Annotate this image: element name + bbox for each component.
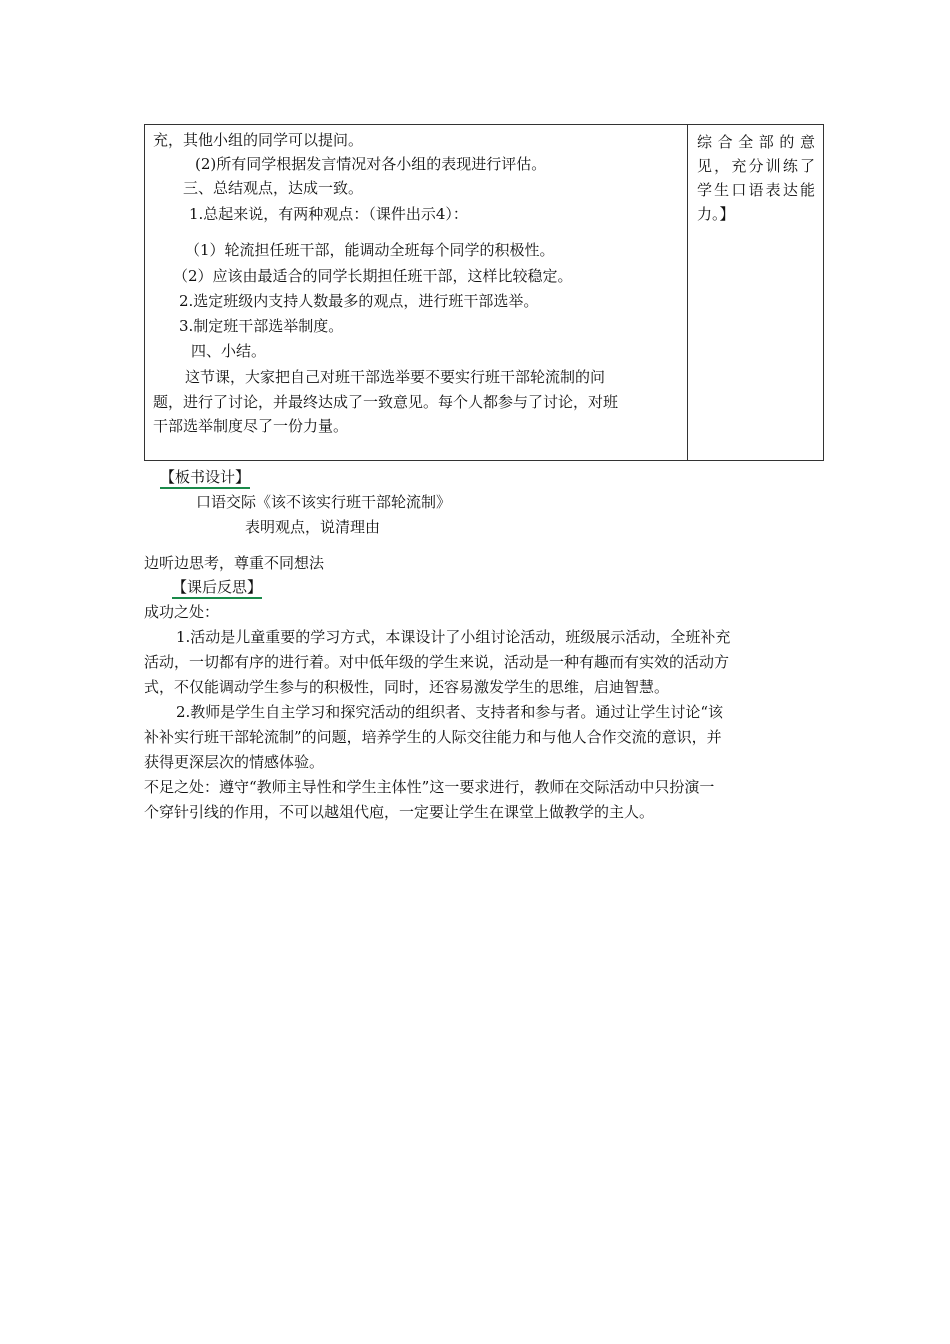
- reflection-line: 式，不仅能调动学生参与的积极性，同时，还容易激发学生的思维，启迪智慧。: [144, 678, 670, 696]
- table-line: 2.选定班级内支持人数最多的观点，进行班干部选举。: [179, 292, 539, 310]
- reflection-heading-text: 【课后反思】: [172, 578, 263, 596]
- reflection-line: 个穿针引线的作用，不可以越俎代庖，一定要让学生在课堂上做教学的主人。: [144, 803, 655, 821]
- board-title: 口语交际《该不该实行班干部轮流制》: [196, 493, 452, 511]
- board-design-heading-text: 【板书设计】: [160, 468, 251, 486]
- comment-line: 综合全部的意: [697, 133, 815, 151]
- heading-underline: [160, 487, 250, 489]
- table-line: (2)所有同学根据发言情况对各小组的表现进行评估。: [195, 155, 547, 173]
- reflection-line: 2.教师是学生自主学习和探究活动的组织者、支持者和参与者。通过让学生讨论“该: [176, 703, 723, 721]
- table-line: 四、小结。: [191, 342, 267, 360]
- comment-line: 见，充分训练了: [697, 157, 815, 175]
- table-line: 三、总结观点，达成一致。: [183, 179, 364, 197]
- table-line: 1.总起来说，有两种观点：（课件出示4）：: [189, 205, 468, 223]
- table-line: 充，其他小组的同学可以提问。: [153, 131, 364, 149]
- lesson-table: [144, 124, 824, 461]
- table-line: （1）轮流担任班干部，能调动全班每个同学的积极性。: [185, 241, 555, 259]
- heading-underline: [172, 597, 262, 599]
- column-divider: [687, 125, 688, 460]
- comment-line: 力。】: [697, 205, 735, 223]
- table-line: 题，进行了讨论，并最终达成了一致意见。每个人都参与了讨论，对班: [153, 393, 619, 411]
- table-line: （2）应该由最适合的同学长期担任班干部，这样比较稳定。: [173, 267, 573, 285]
- table-line: 3.制定班干部选举制度。: [179, 317, 344, 335]
- table-line: 这节课，大家把自己对班干部选举要不要实行班干部轮流制的问: [185, 368, 606, 386]
- reflection-line: 1.活动是儿童重要的学习方式，本课设计了小组讨论活动，班级展示活动，全班补充: [176, 628, 731, 646]
- reflection-line: 获得更深层次的情感体验。: [144, 753, 325, 771]
- reflection-line: 补补实行班干部轮流制”的问题，培养学生的人际交往能力和与他人合作交流的意识，并: [144, 728, 722, 746]
- board-line-1: 表明观点，说清理由: [245, 518, 381, 536]
- table-line: 干部选举制度尽了一份力量。: [153, 417, 349, 435]
- reflection-line: 不足之处：遵守“教师主导性和学生主体性”这一要求进行，教师在交际活动中只扮演一: [144, 778, 715, 796]
- comment-line: 学生口语表达能: [697, 181, 815, 199]
- reflection-line: 活动，一切都有序的进行着。对中低年级的学生来说，活动是一种有趣而有实效的活动方: [144, 653, 730, 671]
- board-design-heading: [160, 466, 250, 488]
- reflection-heading: [172, 576, 262, 598]
- success-label: 成功之处：: [144, 603, 220, 621]
- comment-column: [697, 130, 815, 226]
- board-line-2: 边听边思考，尊重不同想法: [144, 554, 325, 572]
